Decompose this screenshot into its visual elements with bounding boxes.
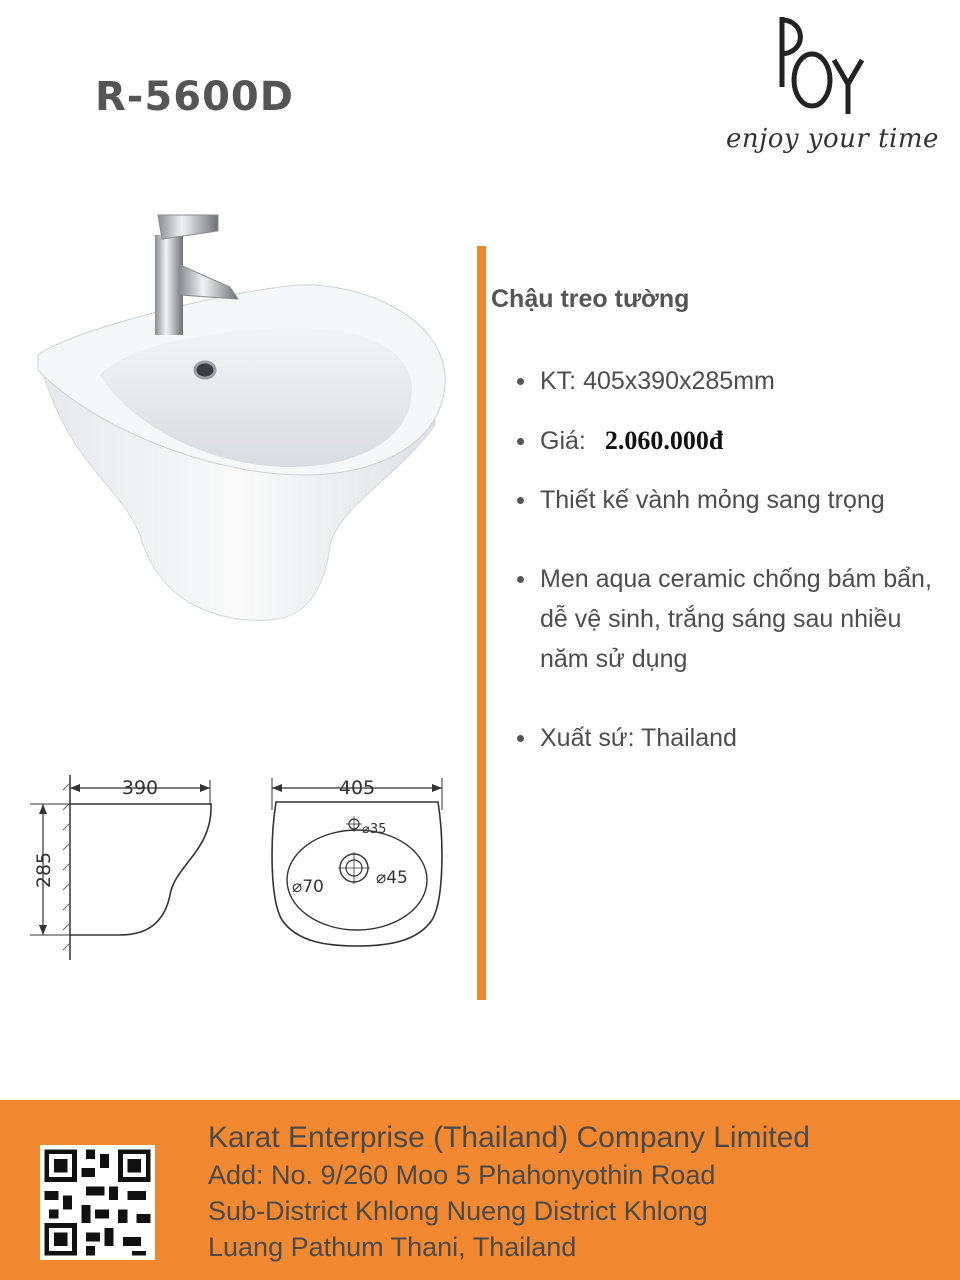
address-line-1: Add: No. 9/260 Moo 5 Phahonyothin Road: [208, 1160, 716, 1190]
roy-logo-icon: [760, 12, 880, 122]
spec-price: [540, 421, 945, 461]
address-line-3: Luang Pathum Thani, Thailand: [208, 1232, 577, 1262]
side-dimension-drawing: [25, 770, 225, 960]
brand-tagline: enjoy your time: [726, 124, 939, 154]
qr-code-icon[interactable]: [40, 1145, 155, 1260]
address-line-2: Sub-District Khlong Nueng District Khlong: [208, 1196, 708, 1226]
hole-35-label: ⌀35: [362, 822, 387, 837]
hole-70-label: ⌀70: [292, 877, 324, 897]
wall-basin-image: [30, 205, 460, 635]
spec-label: KT: 405x390x285mm: [540, 367, 775, 395]
hole-45-label: ⌀45: [376, 868, 408, 888]
company-name: Karat Enterprise (Thailand) Company Limited: [208, 1121, 810, 1154]
spec-dimensions: [540, 361, 945, 401]
bullet-icon: [517, 576, 524, 583]
spec-design: [540, 480, 945, 520]
bullet-icon: [517, 497, 524, 504]
spec-origin: [540, 718, 945, 758]
spec-glaze: [540, 559, 945, 679]
top-width-label: 405: [338, 777, 376, 799]
footer: [0, 1100, 960, 1280]
bullet-icon: [517, 735, 524, 742]
side-height-label: 285: [33, 851, 55, 889]
price-value: 2.060.000đ: [604, 426, 724, 455]
spec-label: Xuất sứ: Thailand: [540, 724, 737, 752]
product-category: Chậu treo tường: [491, 285, 690, 313]
spec-label: Giá:: [540, 427, 586, 455]
bullet-icon: [517, 378, 524, 385]
top-dimension-drawing: [262, 770, 452, 960]
bullet-icon: [517, 438, 524, 445]
product-model: R-5600D: [95, 74, 294, 120]
spec-label: Men aqua ceramic chống bám bẩn, dễ vệ sinh, trắng sáng sau nhiều năm sử dụng: [540, 565, 932, 673]
side-width-label: 390: [121, 777, 159, 799]
spec-label: Thiết kế vành mỏng sang trọng: [540, 486, 885, 514]
accent-divider: [477, 246, 486, 1000]
